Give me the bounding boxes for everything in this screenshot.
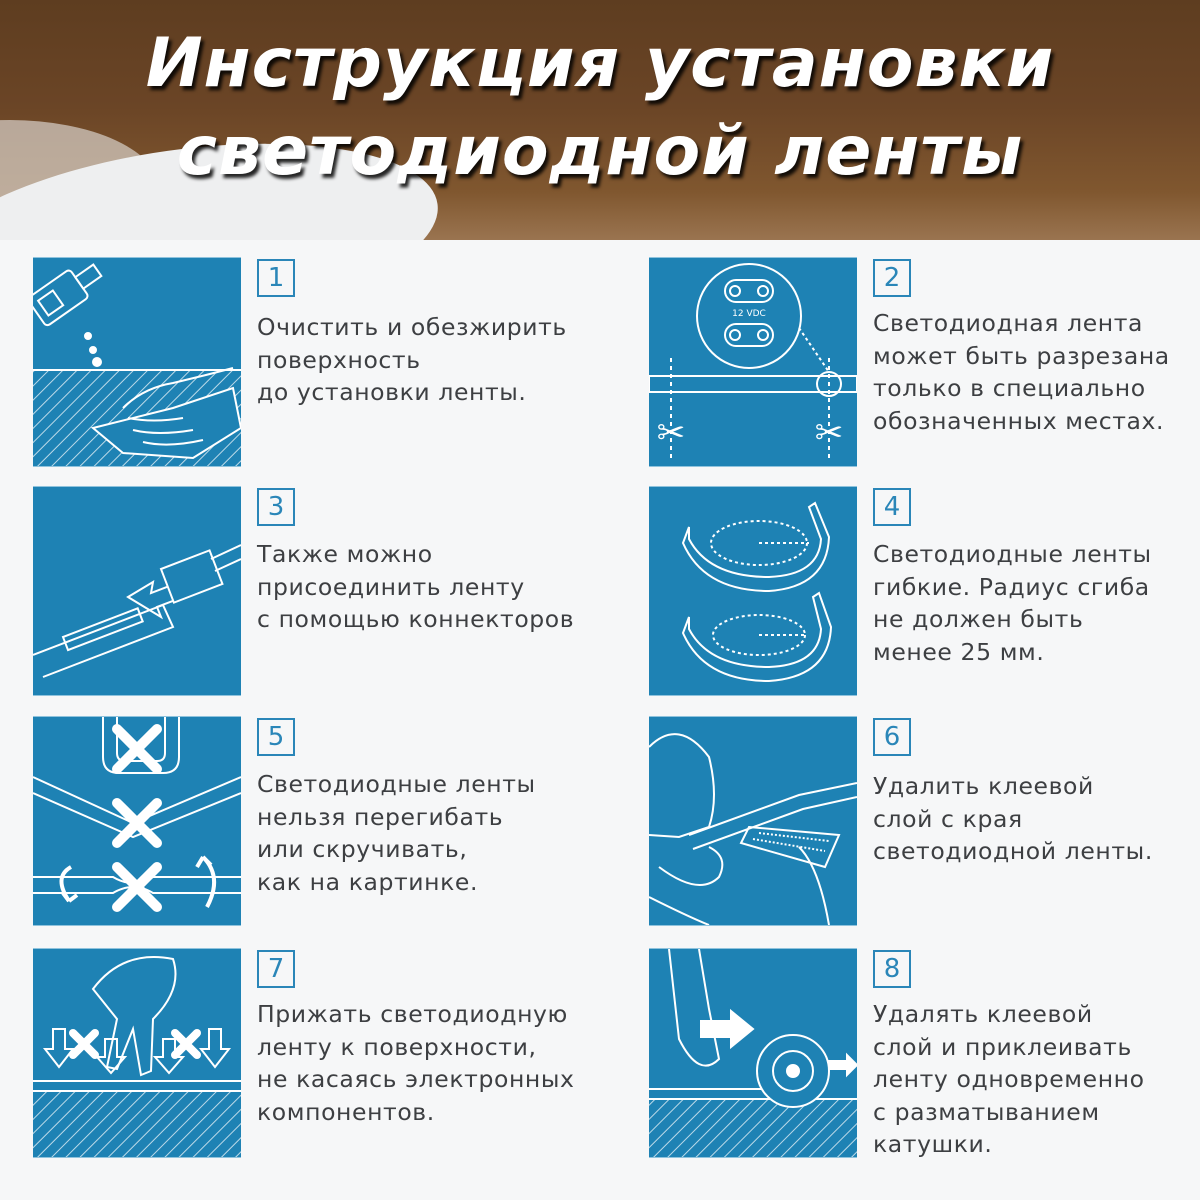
peel-adhesive-icon	[649, 716, 857, 926]
header-banner	[0, 0, 1200, 240]
step-text	[257, 998, 602, 1128]
step-text-line: с помощью коннекторов	[257, 605, 575, 633]
step-text-line: нельзя перегибать	[257, 802, 504, 831]
step-2	[649, 257, 1200, 467]
step-number: 4	[873, 488, 911, 526]
step-text	[257, 768, 602, 898]
title-line-1: Инструкция установки	[145, 24, 1055, 103]
step-text	[257, 538, 602, 636]
no-twist-icon	[33, 716, 241, 926]
step-text-line: как на картинке.	[257, 867, 479, 896]
svg-text:✂: ✂	[656, 413, 686, 453]
step-4	[649, 486, 1200, 696]
step-number: 3	[257, 488, 295, 526]
step-text-line: обозначенных местах.	[873, 406, 1165, 435]
step-text-line: светодиодной ленты.	[873, 837, 1153, 865]
step-text-line: не касаясь электронных	[257, 1065, 575, 1093]
svg-text:✂: ✂	[814, 413, 844, 453]
page-title	[0, 20, 1200, 196]
step-number: 7	[257, 950, 295, 988]
step-text-line: гибкие. Радиус сгиба	[873, 572, 1150, 601]
step-text-line: компонентов.	[257, 1097, 435, 1126]
step-6	[649, 716, 1200, 926]
step-text-line: Прижать светодиодную	[257, 1000, 568, 1028]
unroll-reel-icon	[649, 948, 857, 1158]
step-text-line: ленту одновременно	[873, 1065, 1145, 1093]
step-text-line: Удалить клеевой	[873, 772, 1094, 800]
step-text-line: Также можно	[257, 540, 433, 568]
press-strip-icon	[33, 948, 241, 1158]
step-text-line: с разматыванием	[873, 1097, 1100, 1126]
step-text	[873, 998, 1200, 1161]
step-number: 2	[873, 259, 911, 297]
scissors-cut-icon	[649, 257, 857, 467]
step-number: 8	[873, 950, 911, 988]
step-5	[33, 716, 603, 926]
step-3	[33, 486, 603, 696]
voltage-label: 12 VDC	[732, 309, 766, 319]
step-text-line: Очистить и обезжирить	[257, 313, 567, 341]
step-text-line: не должен быть	[873, 605, 1084, 633]
step-text-line: Удалять клеевой	[873, 1000, 1093, 1028]
step-text-line: присоединить ленту	[257, 572, 525, 601]
step-text-line: Светодиодные ленты	[257, 770, 536, 798]
bend-radius-icon	[649, 486, 857, 696]
title-line-2: светодиодной ленты	[176, 112, 1024, 191]
step-text-line: Светодиодная лента	[873, 309, 1144, 337]
step-number: 1	[257, 259, 295, 297]
step-text-line: слой с края	[873, 804, 1023, 833]
step-text-line: или скручивать,	[257, 835, 468, 863]
step-text-line: катушки.	[873, 1130, 993, 1158]
step-text-line: Светодиодные ленты	[873, 540, 1152, 568]
step-1	[33, 257, 603, 467]
step-8	[649, 948, 1200, 1158]
step-text-line: до установки ленты.	[257, 378, 527, 406]
step-7	[33, 948, 603, 1158]
step-text-line: может быть разрезана	[873, 341, 1170, 370]
cleaning-hand-icon	[33, 257, 241, 467]
connector-icon	[33, 486, 241, 696]
step-number: 5	[257, 718, 295, 756]
step-text-line: менее 25 мм.	[873, 637, 1045, 666]
step-text	[873, 538, 1200, 668]
step-text-line: поверхность	[257, 345, 421, 374]
step-text-line: слой и приклеивать	[873, 1032, 1132, 1061]
step-text	[873, 770, 1200, 868]
step-text-line: ленту к поверхности,	[257, 1032, 537, 1061]
step-text	[873, 307, 1200, 437]
step-text-line: только в специально	[873, 374, 1146, 402]
step-text	[257, 311, 602, 409]
step-number: 6	[873, 718, 911, 756]
